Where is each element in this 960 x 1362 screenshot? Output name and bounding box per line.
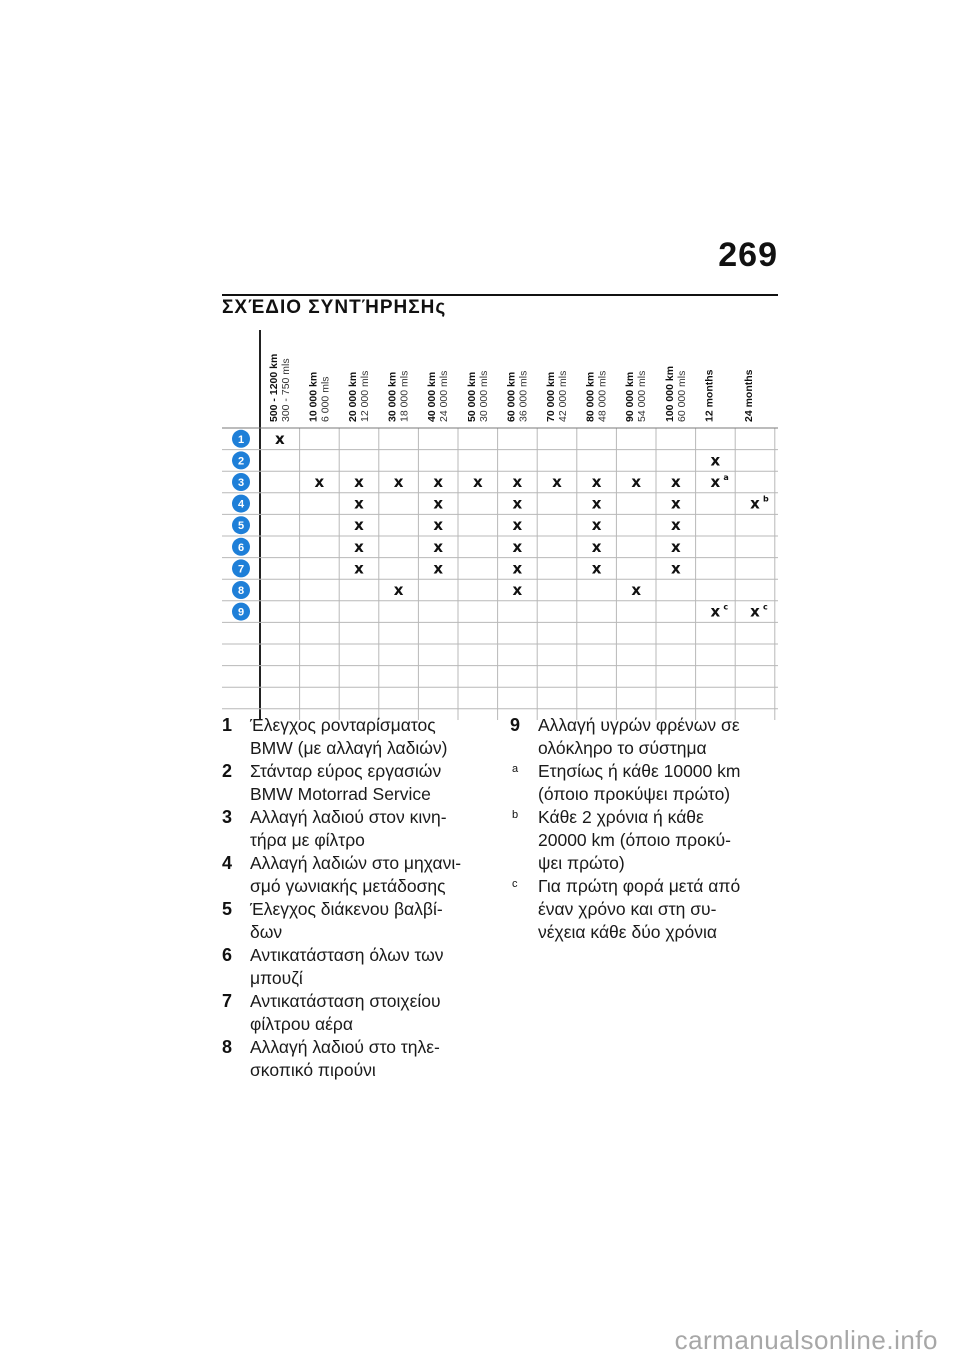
schedule-mark: x: [750, 602, 760, 621]
column-header-secondary: 12 000 mls: [359, 370, 371, 422]
legend-text: Αλλαγή λαδιών στο μηχανι- σμό γωνιακής μετάδοσης: [250, 853, 462, 896]
column-header-secondary: 48 000 mls: [596, 370, 609, 422]
schedule-mark: x: [552, 473, 562, 491]
row-number-badge: [232, 430, 250, 448]
badge-number: 6: [237, 541, 245, 554]
column-header: [466, 371, 490, 422]
column-header: [703, 369, 715, 422]
legend-key: 7: [222, 991, 233, 1011]
column-header-secondary: 54 000 mls: [636, 370, 649, 422]
column-header: [585, 371, 609, 422]
schedule-mark-footnote: c: [723, 602, 729, 612]
legend-key: 3: [222, 807, 233, 827]
column-header-secondary: 60 000 mls: [675, 370, 688, 422]
schedule-mark: x: [631, 581, 642, 599]
legend-right-column: [510, 714, 770, 944]
column-header: [545, 371, 569, 422]
column-header-primary: 30 000 km: [386, 371, 399, 422]
watermark: carmanualsonline.info: [674, 1325, 938, 1355]
row-number-badge: [232, 603, 250, 621]
schedule-mark: x: [472, 473, 483, 491]
schedule-mark-footnote: b: [763, 494, 769, 504]
column-header-secondary: 30 000 mls: [477, 370, 490, 422]
legend-item: [510, 806, 770, 875]
schedule-mark: x: [433, 559, 444, 578]
row-number-badge: [232, 473, 250, 491]
legend-item: [222, 1036, 482, 1082]
legend-text: Έλεγχος ρονταρίσματος BMW (με αλλαγή λαδιών): [250, 715, 448, 758]
column-header-primary: 80 000 km: [584, 371, 597, 422]
legend-left-column: [222, 714, 482, 1082]
column-header-secondary: 36 000 mls: [517, 370, 530, 422]
schedule-mark: x: [433, 537, 444, 556]
row-number-badge: [232, 581, 250, 599]
schedule-mark: x: [433, 473, 444, 491]
schedule-mark: x: [591, 537, 602, 556]
schedule-mark: x: [670, 537, 681, 556]
row-number-badge: [232, 538, 250, 556]
schedule-mark: x: [591, 559, 602, 578]
legend-text: Ετησίως ή κάθε 10000 km (όποιο προκύψει πρώτο): [538, 761, 741, 804]
legend-key: 5: [222, 899, 233, 919]
badge-number: 8: [237, 585, 245, 597]
legend-key: 8: [222, 1037, 233, 1057]
schedule-mark: x: [631, 473, 642, 491]
column-header-primary: 90 000 km: [624, 371, 637, 422]
legend-key: 1: [222, 715, 233, 735]
legend-text: Αντικατάσταση όλων των μπουζί: [250, 945, 444, 988]
column-header-primary: 100 000 km: [663, 365, 676, 422]
schedule-mark: x: [750, 494, 760, 513]
schedule-mark: x: [670, 516, 681, 535]
column-header-secondary: 6 000 mls: [319, 376, 332, 422]
schedule-mark: x: [670, 494, 681, 513]
legend-text: Για πρώτη φορά μετά από έναν χρόνο και στη συ- νέχεια κάθε δύο χρόνια: [538, 876, 741, 942]
column-header: [307, 372, 331, 422]
section-title: ΣΧΈΔΙΟ ΣΥΝΤΉΡΗΣΗς: [222, 297, 447, 318]
legend-text: Αλλαγή λαδιού στον κινη- τήρα με φίλτρο: [250, 807, 447, 850]
legend-key: a: [512, 763, 519, 775]
badge-number: 5: [237, 520, 245, 533]
schedule-mark: x: [354, 559, 364, 578]
column-header-primary: 20 000 km: [347, 371, 359, 422]
legend-text: Κάθε 2 χρόνια ή κάθε 20000 km (όποιο προκύ- ψει πρώτο): [538, 807, 731, 873]
schedule-mark: x: [354, 516, 364, 535]
schedule-mark: x: [710, 602, 721, 621]
schedule-mark: x: [512, 537, 523, 556]
schedule-mark: x: [512, 473, 523, 491]
legend-key: 4: [222, 853, 233, 873]
legend-key: 9: [510, 715, 521, 735]
row-number-badge: [232, 559, 250, 577]
legend-key: 2: [222, 761, 233, 781]
schedule-mark: x: [710, 473, 721, 491]
column-header-secondary: 42 000 mls: [557, 370, 569, 422]
column-header-primary: 24 months: [743, 369, 755, 422]
schedule-mark: x: [670, 473, 681, 491]
legend-item: [222, 990, 482, 1036]
legend-item: [222, 714, 482, 760]
schedule-mark: x: [274, 429, 285, 448]
legend-item: [510, 714, 770, 760]
column-header-primary: 50 000 km: [465, 371, 478, 422]
legend-item: [222, 806, 482, 852]
badge-number: 4: [237, 498, 245, 511]
badge-number: 2: [237, 455, 245, 468]
legend-text: Έλεγχος διάκενου βαλβί- δων: [250, 899, 443, 942]
column-header: [505, 371, 529, 422]
schedule-mark: x: [512, 581, 523, 599]
schedule-mark: x: [354, 537, 364, 556]
legend-item: [222, 898, 482, 944]
column-header: [268, 354, 292, 422]
column-header: [347, 371, 371, 422]
column-header: [664, 366, 688, 422]
schedule-mark: x: [710, 451, 721, 470]
column-header-primary: 10 000 km: [307, 371, 320, 422]
row-number-badge: [232, 495, 250, 513]
schedule-mark-footnote: c: [763, 602, 768, 612]
badge-number: 3: [237, 477, 245, 489]
legend-item: [222, 760, 482, 806]
row-number-badge: [232, 451, 250, 469]
schedule-mark: x: [393, 581, 404, 599]
schedule-mark: x: [433, 494, 444, 513]
legend-text: Αλλαγή λαδιού στο τηλε- σκοπικό πιρούνι: [250, 1037, 440, 1080]
legend-item: [510, 760, 770, 806]
legend-key: b: [512, 809, 519, 821]
schedule-mark: x: [591, 516, 602, 535]
legend-item: [510, 875, 770, 944]
page-number: 269: [718, 236, 778, 274]
column-header: [624, 371, 648, 422]
table-grid: [222, 330, 778, 720]
schedule-mark: x: [393, 473, 404, 491]
legend-item: [222, 944, 482, 990]
legend-item: [222, 852, 482, 898]
column-header-primary: 70 000 km: [545, 371, 557, 422]
schedule-mark: x: [512, 516, 523, 535]
column-header-secondary: 18 000 mls: [398, 370, 411, 422]
badge-number: 9: [237, 606, 245, 619]
schedule-mark: x: [433, 516, 444, 535]
schedule-mark: x: [591, 473, 602, 491]
column-header-primary: 500 - 1200 km: [267, 353, 280, 422]
column-header-primary: 12 months: [703, 369, 716, 422]
legend-text: Στάνταρ εύρος εργασιών BMW Motorrad Service: [250, 761, 442, 804]
column-header-primary: 40 000 km: [426, 371, 439, 422]
legend-text: Αντικατάσταση στοιχείου φίλτρου αέρα: [250, 991, 441, 1034]
column-header: [743, 369, 755, 422]
legend-text: Αλλαγή υγρών φρένων σε ολόκληρο το σύστημα: [538, 715, 740, 758]
column-header: [387, 371, 411, 422]
legend-key: c: [512, 878, 518, 890]
schedule-mark-footnote: a: [723, 473, 729, 482]
column-header-secondary: 24 000 mls: [438, 370, 451, 422]
column-header-primary: 60 000 km: [505, 371, 518, 422]
column-header: [426, 371, 450, 422]
badge-number: 7: [237, 563, 245, 576]
schedule-mark: x: [591, 494, 602, 513]
schedule-mark: x: [354, 494, 364, 513]
schedule-mark: x: [314, 473, 325, 491]
schedule-mark: x: [512, 559, 523, 578]
badge-number: 1: [237, 433, 245, 446]
legend-key: 6: [222, 945, 233, 965]
row-number-badge: [232, 516, 250, 534]
schedule-mark: x: [512, 494, 523, 513]
column-header-secondary: 300 - 750 mls: [279, 358, 292, 422]
schedule-mark: x: [354, 473, 364, 491]
schedule-mark: x: [670, 559, 681, 578]
